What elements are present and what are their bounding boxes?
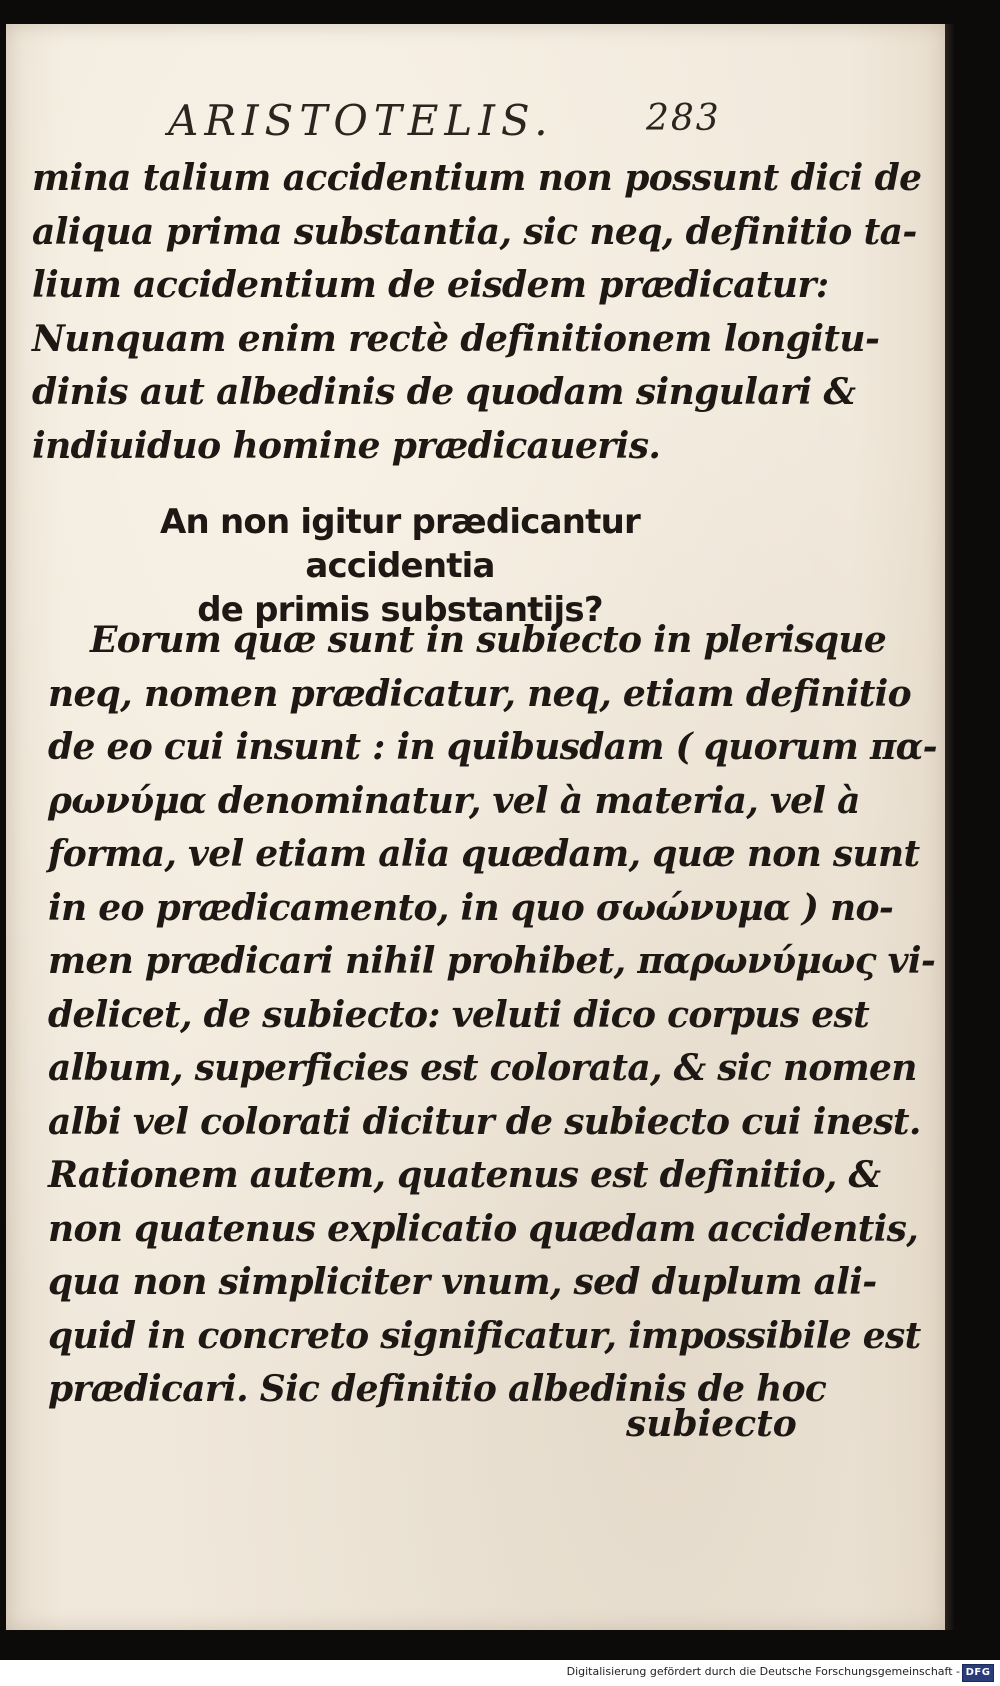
- running-head: [168, 96, 728, 146]
- text-line: aliqua prima substantia, sic neq, definitio ta-: [32, 210, 917, 253]
- text-line: albi vel colorati dicitur de subiecto cui inest.: [48, 1100, 921, 1143]
- text-line: lium accidentium de eisdem prædicatur:: [32, 264, 829, 306]
- section-heading: [60, 500, 740, 632]
- paragraph-2: [48, 614, 937, 1417]
- text-line: Eorum quæ sunt in subiecto in plerisque: [90, 619, 887, 661]
- text-line: de eo cui insunt : in quibusdam ( quorum πα-: [48, 726, 937, 768]
- text-line: in eo prædicamento, in quo σωώνυμα ) no-: [48, 886, 894, 929]
- text-line: ρωνύμα denominatur, vel à materia, vel à: [48, 779, 860, 822]
- dfg-logo-icon: DFG: [962, 1664, 994, 1682]
- text-line: dinis aut albedinis de quodam singulari &: [32, 371, 856, 413]
- heading-line: de primis substantijs?: [197, 590, 603, 630]
- funding-credit: Digitalisierung gefördert durch die Deutsche Forschungsgemeinschaft -: [566, 1665, 960, 1678]
- heading-line: An non igitur prædicantur accidentia: [160, 502, 640, 586]
- text-line: neq, nomen prædicatur, neq, etiam definitio: [48, 672, 911, 715]
- text-line: men prædicari nihil prohibet, παρωνύμως vi-: [48, 940, 936, 982]
- page-number: 283: [646, 98, 721, 139]
- paragraph-1: [32, 152, 922, 473]
- digitization-footer: [0, 1660, 1000, 1686]
- text-line: indiuiduo homine prædicaueris.: [32, 424, 661, 467]
- text-line: album, superficies est colorata, & sic nomen: [48, 1047, 917, 1089]
- text-line: Rationem autem, quatenus est definitio, &: [48, 1154, 881, 1196]
- text-line: forma, vel etiam alia quædam, quæ non sunt: [48, 833, 920, 875]
- text-line: quid in concreto significatur, impossibile est: [48, 1314, 921, 1357]
- text-line: mina talium accidentium non possunt dici de: [32, 157, 922, 199]
- text-line: qua non simpliciter vnum, sed duplum ali-: [48, 1261, 877, 1303]
- text-line: delicet, de subiecto: veluti dico corpus est: [48, 993, 870, 1036]
- catchword: subiecto: [626, 1403, 797, 1445]
- running-head-title: ARISTOTELIS.: [168, 96, 554, 145]
- text-line: non quatenus explicatio quædam accidentis,: [48, 1207, 919, 1250]
- text-line: Nunquam enim rectè definitionem longitu-: [32, 317, 880, 360]
- text-line: prædicari. Sic definitio albedinis de hoc: [48, 1368, 827, 1410]
- page-edge-shadow: [945, 24, 955, 1630]
